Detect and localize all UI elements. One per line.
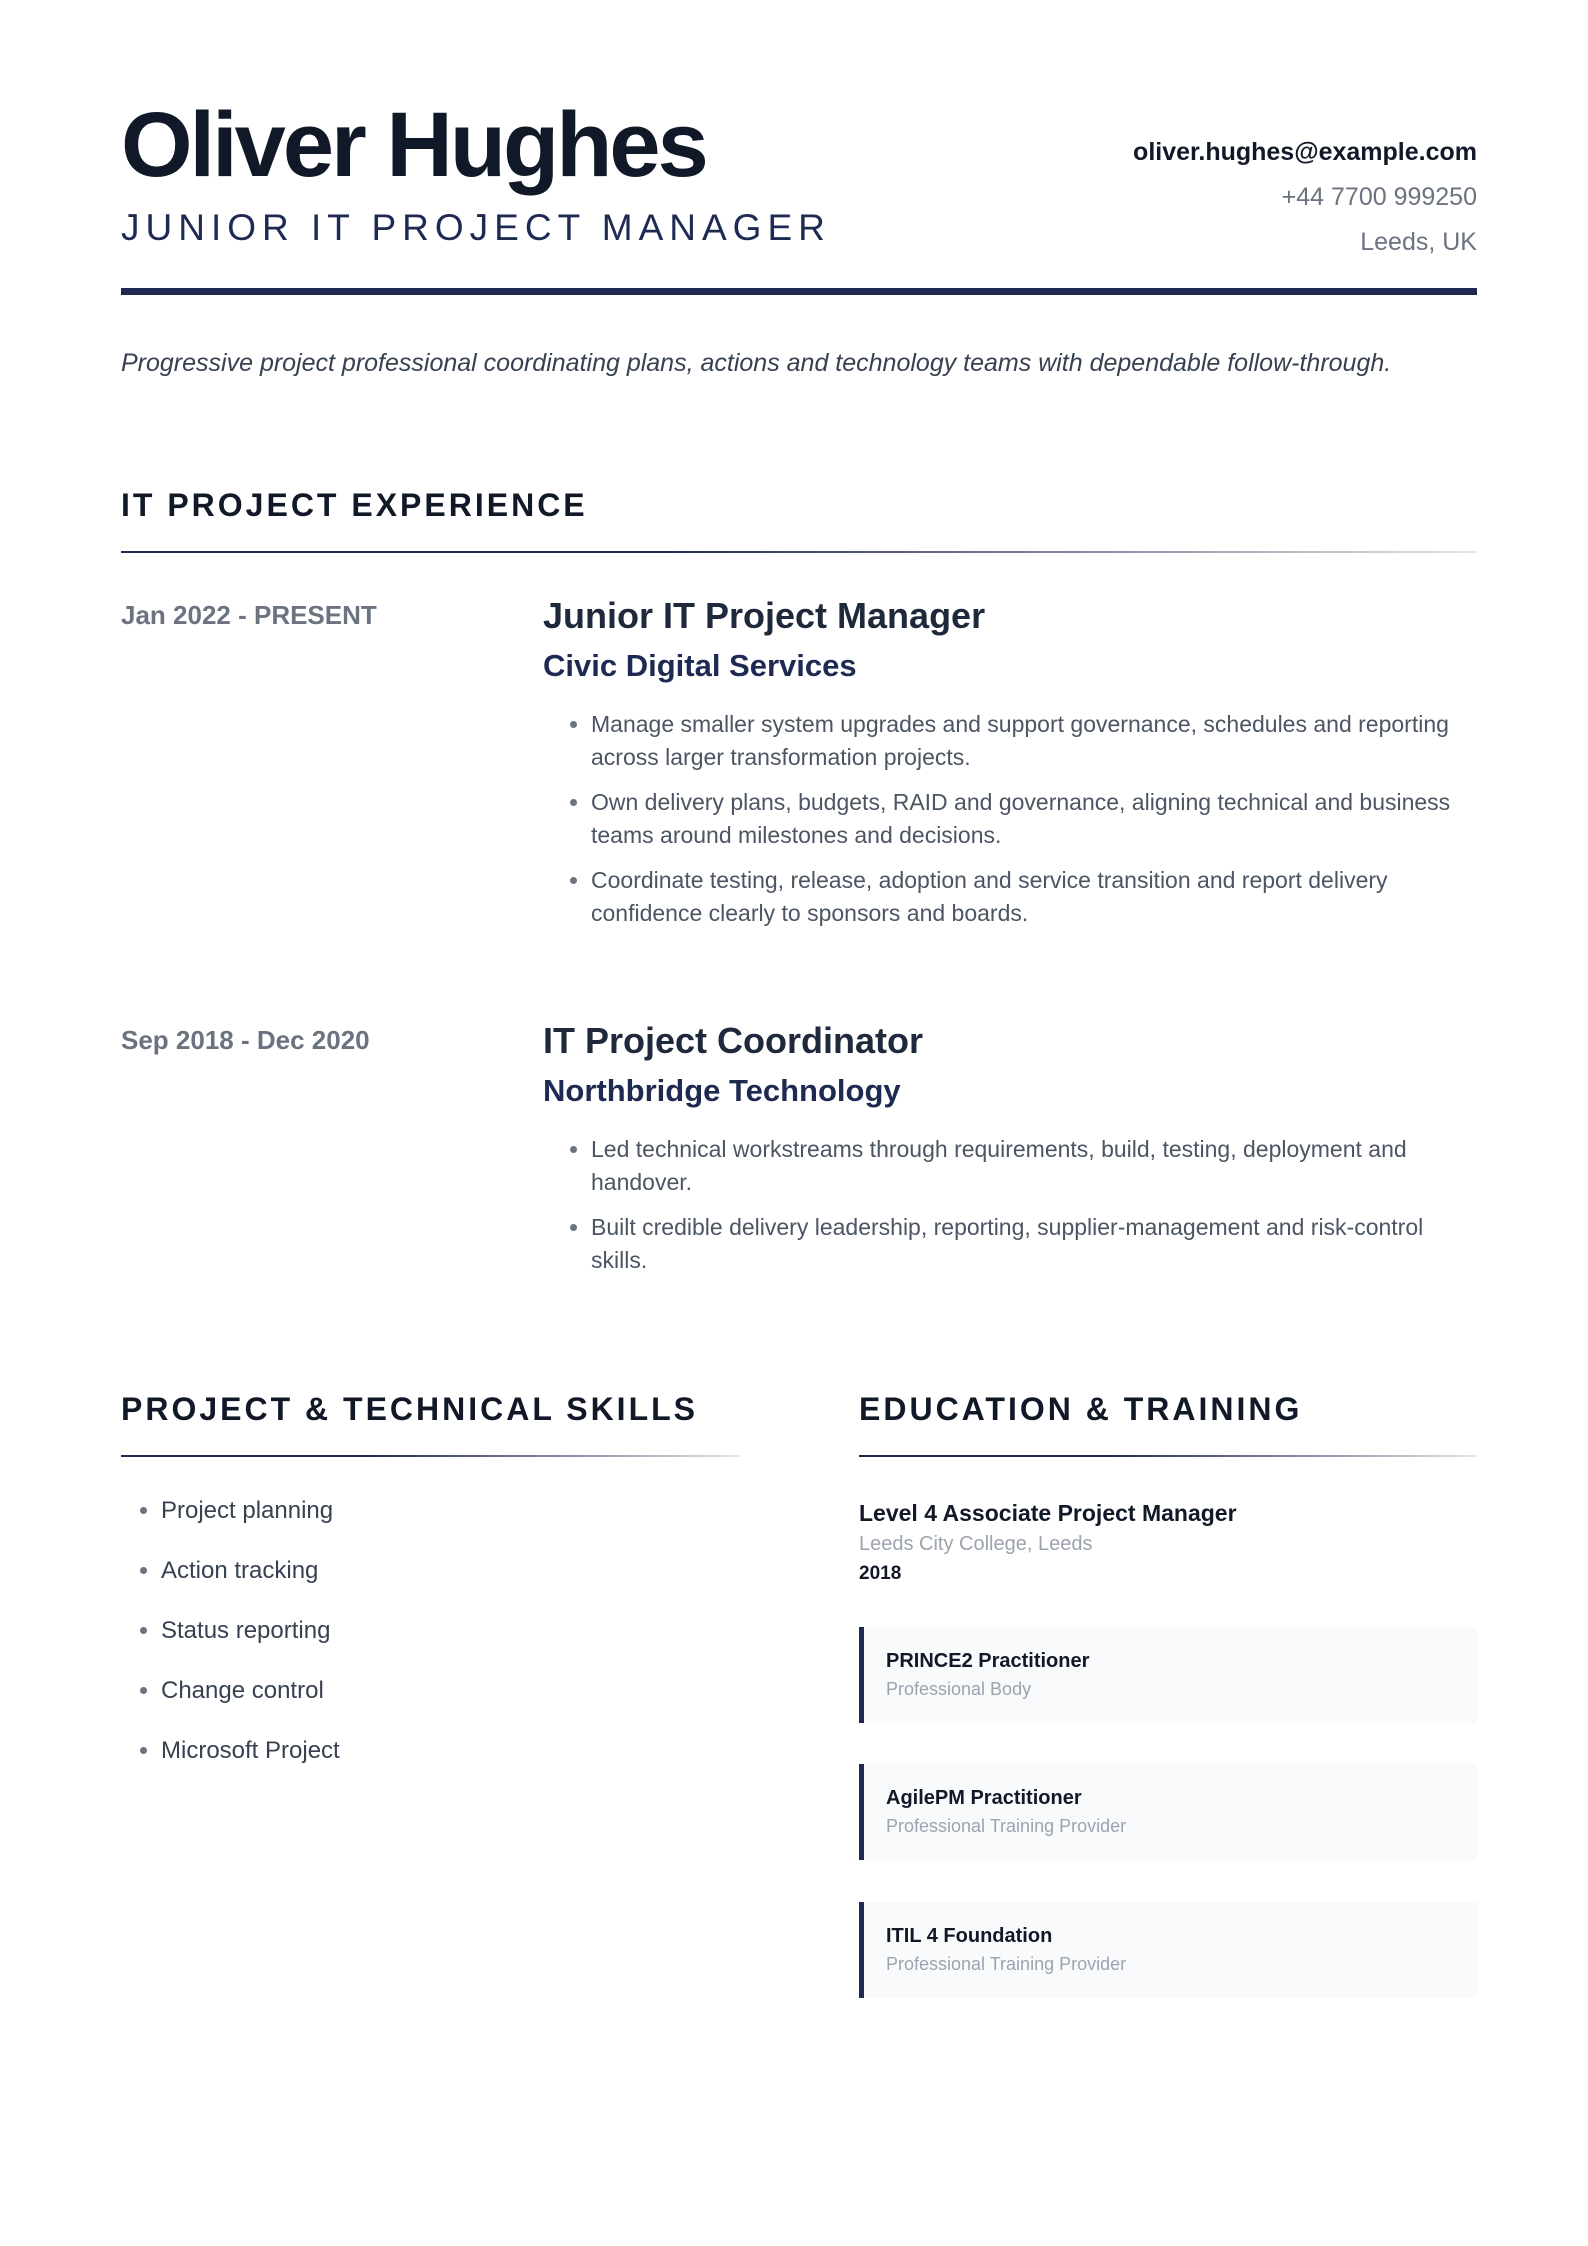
job-dates: Jan 2022 - PRESENT <box>121 600 377 630</box>
cert-name: PRINCE2 Practitioner <box>886 1650 1090 1672</box>
candidate-role: JUNIOR IT PROJECT MANAGER <box>121 207 831 248</box>
skill-item: • Project planning <box>161 1495 741 1527</box>
education-entry <box>859 1497 1477 1589</box>
job-bullet: • Manage smaller system upgrades and support governance, schedules and reporting across larger transformation projects. <box>591 708 1477 774</box>
job-bullet: • Built credible delivery leadership, reporting, supplier-management and risk-control skills. <box>591 1211 1477 1277</box>
job-bullets <box>543 708 1477 930</box>
institution-name: Leeds City College, Leeds <box>859 1533 1093 1555</box>
experience-divider <box>121 551 1477 553</box>
job-bullet: • Coordinate testing, release, adoption and service transition and report delivery confidence clearly to sponsors and boards. <box>591 864 1477 930</box>
certification-card <box>859 1627 1477 1723</box>
skills-divider <box>121 1455 739 1457</box>
skill-item: • Change control <box>161 1675 741 1707</box>
job-body <box>543 592 1477 942</box>
experience-heading: IT PROJECT EXPERIENCE <box>121 487 588 523</box>
certification-card <box>859 1902 1477 1998</box>
resume-header <box>121 95 1477 295</box>
job-title: IT Project Coordinator <box>543 1020 924 1061</box>
skill-item: • Action tracking <box>161 1555 741 1587</box>
candidate-name: Oliver Hughes <box>121 94 706 196</box>
cert-provider: Professional Training Provider <box>886 1816 1127 1836</box>
education-year: 2018 <box>859 1563 902 1584</box>
contact-block <box>1133 130 1477 265</box>
job-company: Northbridge Technology <box>543 1073 901 1108</box>
cert-name: ITIL 4 Foundation <box>886 1925 1053 1947</box>
skill-item: • Microsoft Project <box>161 1735 741 1767</box>
contact-location: Leeds, UK <box>1360 228 1477 256</box>
contact-phone: +44 7700 999250 <box>1281 183 1477 211</box>
job-company: Civic Digital Services <box>543 648 857 683</box>
education-heading: EDUCATION & TRAINING <box>859 1391 1303 1427</box>
job-title: Junior IT Project Manager <box>543 595 986 636</box>
job-bullet: • Led technical workstreams through requirements, build, testing, deployment and handover. <box>591 1133 1477 1199</box>
job-body <box>543 1017 1477 1289</box>
cert-provider: Professional Training Provider <box>886 1954 1127 1974</box>
skills-list <box>121 1495 741 1795</box>
job-bullet: • Own delivery plans, budgets, RAID and governance, aligning technical and business teams around milestones and decisions. <box>591 786 1477 852</box>
job-dates: Sep 2018 - Dec 2020 <box>121 1025 370 1055</box>
contact-email[interactable]: oliver.hughes@example.com <box>1133 138 1477 166</box>
certification-card <box>859 1764 1477 1860</box>
profile-summary: Progressive project professional coordinating plans, actions and technology teams with dependable follow-through. <box>121 349 1392 377</box>
cert-provider: Professional Body <box>886 1679 1032 1699</box>
header-divider <box>121 288 1477 295</box>
skill-item: • Status reporting <box>161 1615 741 1647</box>
education-divider <box>859 1455 1477 1457</box>
skills-heading: PROJECT & TECHNICAL SKILLS <box>121 1391 698 1427</box>
degree-name: Level 4 Associate Project Manager <box>859 1500 1237 1526</box>
job-bullets <box>543 1133 1477 1277</box>
cert-name: AgilePM Practitioner <box>886 1787 1082 1809</box>
